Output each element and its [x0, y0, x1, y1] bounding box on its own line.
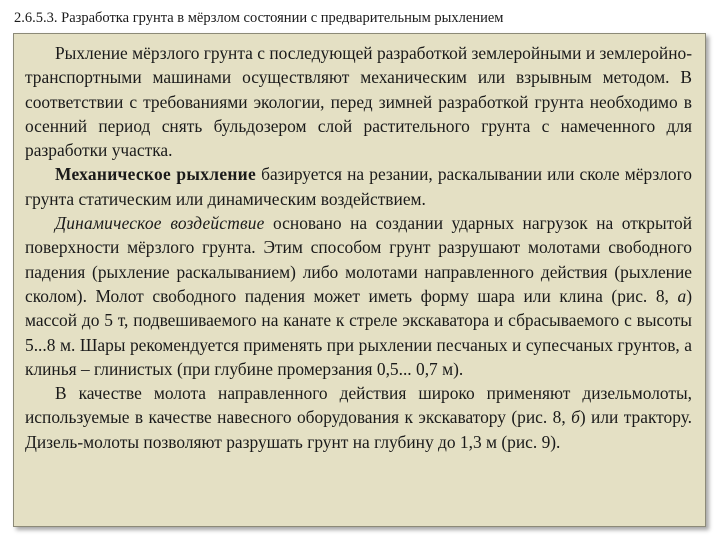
- term-dynamic-impact: Динамическое воздействие: [55, 213, 265, 234]
- figure-ref-letter: а: [677, 285, 687, 306]
- paragraph-text: ) массой до 5 т, подвешиваемого на канате к стреле экскаватора и сбрасываемого с высоты 5...8 м. Шары рекомендуется применять при рыхлении песчаных и супесчаных грунтов, а клинья – глинистых (при глубине промерзания 0,5... 0,7 м).: [25, 285, 692, 379]
- text-panel: [13, 33, 706, 527]
- paragraph-text: основано на создании ударных нагрузок на открытой поверхности мёрзлого грунта. Этим способом грунт разрушают молотами свободного падения (рыхление раскалыванием) либо молотами направленного действия (рыхление сколом). Молот свободного падения может иметь форму шара или клина (рис. 8,: [25, 213, 693, 306]
- figure-ref-letter: б: [571, 407, 580, 428]
- term-mechanical-loosening: Механическое рыхление: [55, 164, 256, 185]
- section-title: 2.6.5.3. Разработка грунта в мёрзлом состоянии с предварительным рыхлением: [14, 10, 504, 26]
- paragraph-intro: Рыхление мёрзлого грунта с последующей разработкой землеройными и землеройно-транспортными машинами осуществляют механическим или взрывным методом. В соответствии с требованиями экологии, перед зимней разработкой грунта необходимо в осенний период снять бульдозером слой растительного грунта с намеченного для разработки участка.: [25, 43, 692, 161]
- paragraph-diesel-hammers: [25, 381, 692, 454]
- paragraph-text: базируется на резании, раскалывании или сколе мёрзлого грунта статическим или динамическим воздействием.: [25, 164, 692, 209]
- paragraph-mechanical-loosening: [25, 162, 692, 211]
- paragraph-text: В качестве молота направленного действия широко применяют дизельмолоты, используемые в качестве навесного оборудования к экскаватору (рис. 8,: [25, 383, 692, 428]
- paragraph-dynamic-impact: [25, 211, 692, 381]
- paragraph-text: ) или трактору. Дизель-молоты позволяют разрушать грунт на глубину до 1,3 м (рис. 9).: [25, 407, 693, 452]
